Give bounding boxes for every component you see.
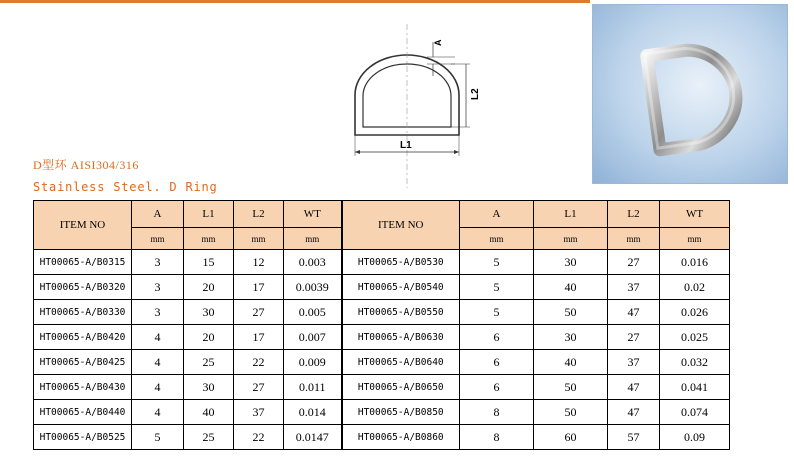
cell-l2: 27 bbox=[608, 250, 660, 275]
cell-a: 5 bbox=[460, 300, 534, 325]
item-code: HT00065-A/B0440 bbox=[34, 400, 132, 425]
cell-l2: 37 bbox=[608, 275, 660, 300]
cell-a: 5 bbox=[132, 425, 184, 450]
cell-l2: 27 bbox=[608, 325, 660, 350]
header-rule bbox=[0, 0, 590, 3]
item-code: HT00065-A/B0540 bbox=[342, 275, 460, 300]
unit-a-right: mm bbox=[460, 228, 534, 250]
cell-l2: 27 bbox=[234, 300, 284, 325]
cell-a: 4 bbox=[132, 325, 184, 350]
cell-wt: 0.014 bbox=[284, 400, 342, 425]
cell-a: 5 bbox=[460, 250, 534, 275]
cell-a: 4 bbox=[132, 375, 184, 400]
cell-l2: 47 bbox=[608, 400, 660, 425]
item-code: HT00065-A/B0850 bbox=[342, 400, 460, 425]
item-code: HT00065-A/B0330 bbox=[34, 300, 132, 325]
cell-wt: 0.025 bbox=[660, 325, 730, 350]
table-row bbox=[34, 300, 730, 325]
col-l1-right: L1 bbox=[534, 201, 608, 228]
cell-l1: 30 bbox=[184, 375, 234, 400]
cell-a: 3 bbox=[132, 250, 184, 275]
cell-wt: 0.074 bbox=[660, 400, 730, 425]
col-wt: WT bbox=[284, 201, 342, 228]
cell-l1: 30 bbox=[534, 325, 608, 350]
spec-table bbox=[33, 200, 730, 450]
cell-l2: 22 bbox=[234, 425, 284, 450]
cell-l1: 50 bbox=[534, 400, 608, 425]
item-code: HT00065-A/B0530 bbox=[342, 250, 460, 275]
cell-wt: 0.009 bbox=[284, 350, 342, 375]
cell-l2: 17 bbox=[234, 275, 284, 300]
cell-a: 5 bbox=[460, 275, 534, 300]
col-item-no-right: ITEM NO bbox=[342, 201, 460, 250]
title-english: Stainless Steel. D Ring bbox=[33, 180, 218, 194]
cell-a: 6 bbox=[460, 375, 534, 400]
product-photo bbox=[592, 4, 788, 184]
dim-label-l2: L2 bbox=[470, 88, 481, 100]
col-l2: L2 bbox=[234, 201, 284, 228]
unit-l2-right: mm bbox=[608, 228, 660, 250]
cell-l2: 12 bbox=[234, 250, 284, 275]
cell-l1: 25 bbox=[184, 350, 234, 375]
table-row bbox=[34, 375, 730, 400]
cell-a: 4 bbox=[132, 400, 184, 425]
item-code: HT00065-A/B0550 bbox=[342, 300, 460, 325]
item-code: HT00065-A/B0430 bbox=[34, 375, 132, 400]
item-code: HT00065-A/B0525 bbox=[34, 425, 132, 450]
col-l1: L1 bbox=[184, 201, 234, 228]
cell-l2: 17 bbox=[234, 325, 284, 350]
cell-wt: 0.011 bbox=[284, 375, 342, 400]
cell-wt: 0.007 bbox=[284, 325, 342, 350]
cell-l2: 37 bbox=[234, 400, 284, 425]
cell-l1: 40 bbox=[184, 400, 234, 425]
unit-wt: mm bbox=[284, 228, 342, 250]
cell-l2: 47 bbox=[608, 300, 660, 325]
cell-wt: 0.003 bbox=[284, 250, 342, 275]
cell-l2: 22 bbox=[234, 350, 284, 375]
cell-wt: 0.026 bbox=[660, 300, 730, 325]
cell-l2: 27 bbox=[234, 375, 284, 400]
item-code: HT00065-A/B0315 bbox=[34, 250, 132, 275]
col-item-no: ITEM NO bbox=[34, 201, 132, 250]
cell-wt: 0.02 bbox=[660, 275, 730, 300]
cell-wt: 0.041 bbox=[660, 375, 730, 400]
cell-a: 8 bbox=[460, 425, 534, 450]
unit-wt-right: mm bbox=[660, 228, 730, 250]
cell-l1: 15 bbox=[184, 250, 234, 275]
item-code: HT00065-A/B0650 bbox=[342, 375, 460, 400]
cell-wt: 0.032 bbox=[660, 350, 730, 375]
header-row bbox=[34, 201, 730, 228]
unit-a: mm bbox=[132, 228, 184, 250]
cell-a: 6 bbox=[460, 350, 534, 375]
cell-wt: 0.0039 bbox=[284, 275, 342, 300]
item-code: HT00065-A/B0860 bbox=[342, 425, 460, 450]
cell-l1: 50 bbox=[534, 375, 608, 400]
cell-l1: 20 bbox=[184, 275, 234, 300]
dim-label-l1: L1 bbox=[400, 140, 412, 151]
cell-l1: 30 bbox=[534, 250, 608, 275]
table-row bbox=[34, 400, 730, 425]
cell-l1: 50 bbox=[534, 300, 608, 325]
cell-a: 3 bbox=[132, 275, 184, 300]
d-ring-drawing bbox=[330, 20, 490, 190]
cell-wt: 0.016 bbox=[660, 250, 730, 275]
col-a: A bbox=[132, 201, 184, 228]
cell-l2: 57 bbox=[608, 425, 660, 450]
col-l2-right: L2 bbox=[608, 201, 660, 228]
title-chinese: D型环 AISI304/316 bbox=[33, 158, 139, 172]
cell-wt: 0.09 bbox=[660, 425, 730, 450]
item-code: HT00065-A/B0420 bbox=[34, 325, 132, 350]
unit-l1: mm bbox=[184, 228, 234, 250]
cell-wt: 0.0147 bbox=[284, 425, 342, 450]
cell-l1: 30 bbox=[184, 300, 234, 325]
unit-l1-right: mm bbox=[534, 228, 608, 250]
item-code: HT00065-A/B0640 bbox=[342, 350, 460, 375]
table-row bbox=[34, 425, 730, 450]
cell-l1: 25 bbox=[184, 425, 234, 450]
col-wt-right: WT bbox=[660, 201, 730, 228]
cell-a: 3 bbox=[132, 300, 184, 325]
table-row bbox=[34, 275, 730, 300]
cell-l1: 40 bbox=[534, 350, 608, 375]
cell-l2: 37 bbox=[608, 350, 660, 375]
cell-a: 8 bbox=[460, 400, 534, 425]
item-code: HT00065-A/B0320 bbox=[34, 275, 132, 300]
table-row bbox=[34, 250, 730, 275]
dim-label-a: A bbox=[433, 39, 443, 46]
table-row bbox=[34, 350, 730, 375]
cell-l1: 60 bbox=[534, 425, 608, 450]
col-a-right: A bbox=[460, 201, 534, 228]
unit-l2: mm bbox=[234, 228, 284, 250]
cell-l1: 20 bbox=[184, 325, 234, 350]
cell-a: 6 bbox=[460, 325, 534, 350]
cell-a: 4 bbox=[132, 350, 184, 375]
item-code: HT00065-A/B0630 bbox=[342, 325, 460, 350]
cell-l1: 40 bbox=[534, 275, 608, 300]
cell-l2: 47 bbox=[608, 375, 660, 400]
item-code: HT00065-A/B0425 bbox=[34, 350, 132, 375]
cell-wt: 0.005 bbox=[284, 300, 342, 325]
table-row bbox=[34, 325, 730, 350]
